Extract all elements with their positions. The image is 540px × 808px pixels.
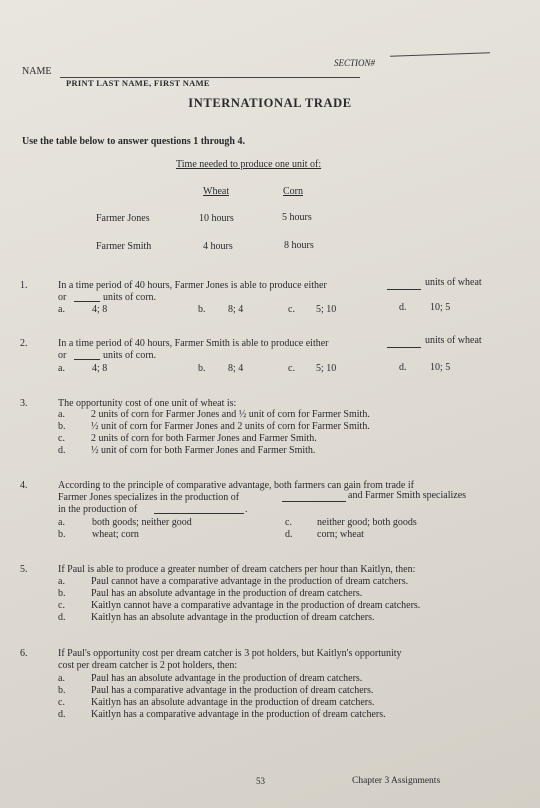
- option-text: 10; 5: [430, 302, 451, 313]
- option-text: corn; wheat: [317, 529, 364, 540]
- question-text: in the production of: [58, 504, 138, 515]
- option-text: 2 units of corn for both Farmer Jones and Farmer Smith.: [91, 433, 317, 444]
- question-text: In a time period of 40 hours, Farmer Smith is able to produce either: [58, 338, 329, 349]
- name-label: NAME: [22, 66, 52, 77]
- cell-jones-wheat: 10 hours: [199, 213, 234, 224]
- option-text: 5; 10: [316, 363, 337, 374]
- option-letter: a.: [58, 576, 65, 587]
- option-text: 2 units of corn for Farmer Jones and ½ unit of corn for Farmer Smith.: [91, 409, 370, 420]
- option-text: Kaitlyn has an absolute advantage in the production of dream catchers.: [91, 697, 375, 708]
- question-text: In a time period of 40 hours, Farmer Jones is able to produce either: [58, 280, 327, 291]
- option-text: 4; 8: [92, 304, 108, 315]
- option-text: 5; 10: [316, 304, 337, 315]
- cell-smith-wheat: 4 hours: [203, 241, 233, 252]
- option-text: neither good; both goods: [317, 517, 417, 528]
- option-letter: d.: [399, 302, 407, 313]
- question-number: 2.: [20, 338, 28, 349]
- answer-blank[interactable]: [154, 504, 244, 518]
- question-number: 5.: [20, 564, 28, 575]
- question-text: .: [245, 504, 248, 515]
- question-text: Farmer Jones specializes in the production of: [58, 492, 240, 503]
- cell-smith-corn: 8 hours: [284, 240, 314, 251]
- question-text: units of corn.: [103, 292, 157, 303]
- option-text: Kaitlyn has a comparative advantage in the production of dream catchers.: [91, 709, 386, 720]
- cell-jones-corn: 5 hours: [282, 212, 312, 223]
- option-text: ½ unit of corn for Farmer Jones and 2 units of corn for Farmer Smith.: [91, 421, 370, 432]
- option-letter: d.: [399, 362, 407, 373]
- answer-blank[interactable]: [74, 350, 100, 364]
- question-text: and Farmer Smith specializes: [348, 490, 467, 501]
- section-field: [390, 52, 490, 56]
- option-text: 8; 4: [228, 363, 244, 374]
- option-letter: d.: [285, 529, 293, 540]
- instructions: Use the table below to answer questions 1 through 4.: [22, 136, 245, 147]
- option-letter: c.: [58, 600, 65, 611]
- option-text: 10; 5: [430, 362, 451, 373]
- question-text: cost per dream catcher is 2 pot holders, then:: [58, 660, 238, 671]
- print-name-instruction: PRINT LAST NAME, FIRST NAME: [66, 78, 210, 88]
- question-text: or: [58, 350, 67, 361]
- option-letter: c.: [58, 433, 65, 444]
- option-text: 4; 8: [92, 363, 108, 374]
- question-number: 6.: [20, 648, 28, 659]
- question-number: 4.: [20, 480, 28, 491]
- column-header-wheat: Wheat: [203, 186, 230, 197]
- chapter-label: Chapter 3 Assignments: [352, 776, 441, 786]
- option-letter: a.: [58, 363, 65, 374]
- page-title: INTERNATIONAL TRADE: [188, 96, 352, 110]
- question-text: units of wheat: [425, 277, 482, 288]
- option-letter: a.: [58, 517, 65, 528]
- option-text: Paul has an absolute advantage in the production of dream catchers.: [91, 588, 363, 599]
- option-letter: b.: [198, 363, 206, 374]
- option-letter: c.: [288, 363, 295, 374]
- option-letter: b.: [58, 421, 66, 432]
- option-text: ½ unit of corn for both Farmer Jones and Farmer Smith.: [91, 445, 316, 456]
- header: [22, 58, 522, 98]
- question-number: 3.: [20, 398, 28, 409]
- question-text: units of corn.: [103, 350, 157, 361]
- option-letter: c.: [288, 304, 295, 315]
- option-text: Kaitlyn cannot have a comparative advantage in the production of dream catchers.: [91, 600, 421, 611]
- option-text: Paul has an absolute advantage in the production of dream catchers.: [91, 673, 363, 684]
- question-text: units of wheat: [425, 335, 482, 346]
- option-letter: a.: [58, 673, 65, 684]
- option-letter: d.: [58, 445, 66, 456]
- table-caption: Time needed to produce one unit of:: [176, 159, 322, 170]
- option-letter: d.: [58, 709, 66, 720]
- question-text: If Paul is able to produce a greater number of dream catchers per hour than Kaitlyn, then:: [58, 564, 416, 575]
- question-text: The opportunity cost of one unit of wheat is:: [58, 398, 237, 409]
- row-label-farmer-smith: Farmer Smith: [96, 241, 152, 252]
- column-header-corn: Corn: [283, 186, 303, 197]
- option-letter: a.: [58, 304, 65, 315]
- answer-blank[interactable]: [282, 492, 346, 506]
- question-text: or: [58, 292, 67, 303]
- option-text: both goods; neither good: [92, 517, 192, 528]
- option-letter: a.: [58, 409, 65, 420]
- option-letter: b.: [198, 304, 206, 315]
- option-letter: b.: [58, 685, 66, 696]
- question-number: 1.: [20, 280, 28, 291]
- question-text: If Paul's opportunity cost per dream catcher is 3 pot holders, but Kaitlyn's opportunity: [58, 648, 402, 659]
- page-number: 53: [256, 776, 265, 786]
- option-text: Paul cannot have a comparative advantage in the production of dream catchers.: [91, 576, 409, 587]
- option-text: wheat; corn: [92, 529, 139, 540]
- section-label: SECTION#: [334, 58, 376, 68]
- option-letter: b.: [58, 529, 66, 540]
- option-text: 8; 4: [228, 304, 244, 315]
- question-text: According to the principle of comparative advantage, both farmers can gain from trade if: [58, 480, 414, 491]
- option-letter: c.: [58, 697, 65, 708]
- answer-blank[interactable]: [387, 338, 421, 352]
- option-letter: c.: [285, 517, 292, 528]
- option-letter: b.: [58, 588, 66, 599]
- option-text: Paul has a comparative advantage in the production of dream catchers.: [91, 685, 374, 696]
- option-text: Kaitlyn has an absolute advantage in the production of dream catchers.: [91, 612, 375, 623]
- row-label-farmer-jones: Farmer Jones: [96, 213, 150, 224]
- option-letter: d.: [58, 612, 66, 623]
- answer-blank[interactable]: [387, 280, 421, 294]
